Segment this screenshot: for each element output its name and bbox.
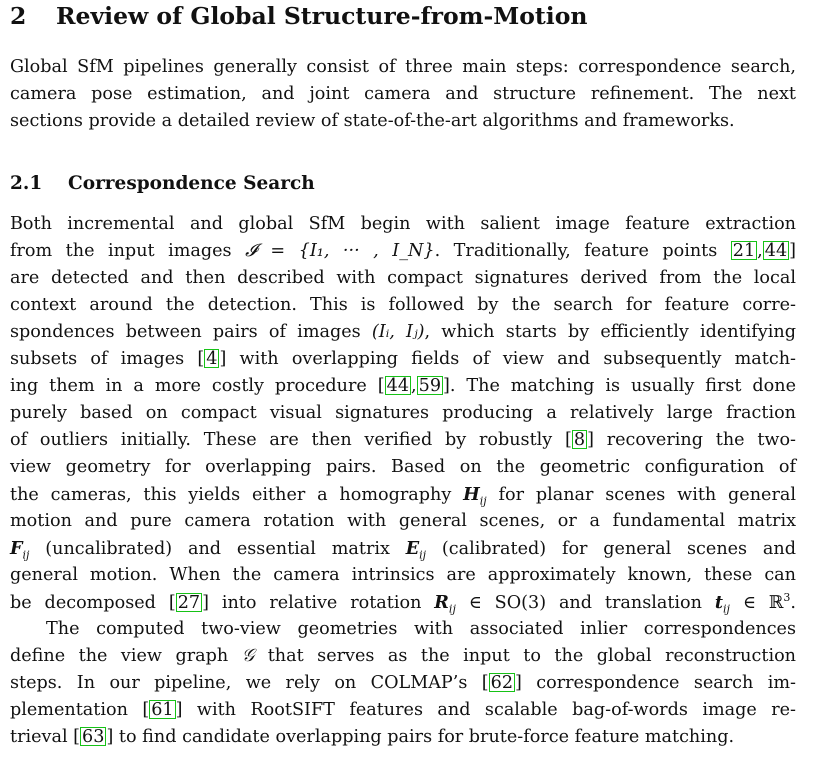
citation-link[interactable]: 27	[177, 593, 201, 613]
intro-line-2: camera pose estimation, and joint camera and structure refinement. The next	[10, 84, 796, 104]
body-line: view geometry for overlapping pairs. Based on the geometric configuration of	[10, 457, 796, 477]
view-graph-symbol: 𝒢	[241, 646, 255, 666]
citation-link[interactable]: 4	[206, 349, 218, 369]
citation-link[interactable]: 44	[764, 241, 788, 261]
body-line: purely based on compact visual signatures producing a relatively large fraction	[10, 403, 796, 423]
citation-link[interactable]: 21	[732, 241, 756, 261]
fundamental-matrix-symbol: F	[10, 538, 23, 559]
body-line: of outliers initially. These are then verified by robustly [ 8 ] recovering the two-	[10, 430, 796, 450]
body-line: $F_{ij}$ (uncalibrated) and essential matrix $E_{ij}$ (calibrated) for general scenes and	[10, 538, 796, 562]
body-line: the cameras, this yields either a homography $H_{ij}$ for planar scenes with general	[10, 484, 796, 508]
citation-link[interactable]: 63	[82, 727, 105, 747]
image-pair-math: (Iᵢ, Iⱼ)	[371, 322, 425, 342]
citation-link[interactable]: 59	[418, 376, 442, 396]
body-line: plementation [ 61 ] with RootSIFT features and scalable bag-of-words image re-	[10, 700, 796, 720]
citation-link[interactable]: 44	[386, 376, 410, 396]
body-line: steps. In our pipeline, we rely on COLMAP’s [ 62 ] correspondence search im-	[10, 673, 796, 693]
body-line: spondences between pairs of images (Iᵢ, Iⱼ), which starts by efficiently identifying	[10, 322, 796, 342]
body-line: define the view graph 𝒢 that serves as the input to the global reconstruction	[10, 646, 796, 666]
body-line: are detected and then described with compact signatures derived from the local	[10, 268, 796, 288]
subsection-number: 2.1	[10, 173, 43, 194]
rotation-symbol: R	[434, 592, 449, 613]
body-line: motion and pure camera rotation with general scenes, or a fundamental matrix	[10, 511, 796, 531]
homography-symbol: H	[463, 484, 480, 505]
body-line: from the input images 𝓘 = {I₁, ··· , I_N}. Traditionally, feature points 21 , 44 ]	[10, 241, 797, 261]
body-line: Both incremental and global SfM begin with salient image feature extraction	[10, 214, 796, 234]
citation-link[interactable]: 62	[490, 673, 514, 693]
body-line: ing them in a more costly procedure [ 44 , 59 ]. The matching is usually first done	[10, 376, 796, 396]
citation-link[interactable]: 8	[573, 430, 586, 450]
body-line: context around the detection. This is followed by the search for feature corre-	[10, 295, 796, 315]
body-line: trieval [ 63 ] to find candidate overlapping pairs for brute-force feature matching.	[10, 727, 735, 747]
body-paragraph	[10, 211, 796, 751]
translation-symbol: t	[714, 592, 724, 613]
body-line: be decomposed [ 27 ] into relative rotation $R_{ij}$ ∈ SO(3) and translation $t_{ij}$ ∈ ℝ$^3$.	[10, 591, 796, 616]
image-set-math: 𝓘 = {I₁, ··· , I_N}	[245, 241, 435, 261]
essential-matrix-symbol: E	[405, 538, 420, 559]
intro-paragraph	[10, 54, 796, 135]
body-line: subsets of images [ 4 ] with overlapping fields of view and subsequently match-	[10, 349, 796, 369]
intro-line-1: Global SfM pipelines generally consist of three main steps: correspondence search,	[10, 57, 796, 77]
body-line: general motion. When the camera intrinsics are approximately known, these can	[10, 565, 796, 585]
body-line: The computed two-view geometries with associated inlier correspondences	[46, 619, 796, 639]
intro-line-3: sections provide a detailed review of state-of-the-art algorithms and frameworks.	[10, 111, 735, 131]
section-title: Review of Global Structure-from-Motion	[56, 2, 588, 30]
citation-link[interactable]: 61	[151, 700, 174, 720]
section-heading	[10, 2, 587, 30]
section-number: 2	[10, 2, 27, 30]
subsection-heading	[10, 172, 315, 196]
subsection-title: Correspondence Search	[68, 173, 315, 194]
